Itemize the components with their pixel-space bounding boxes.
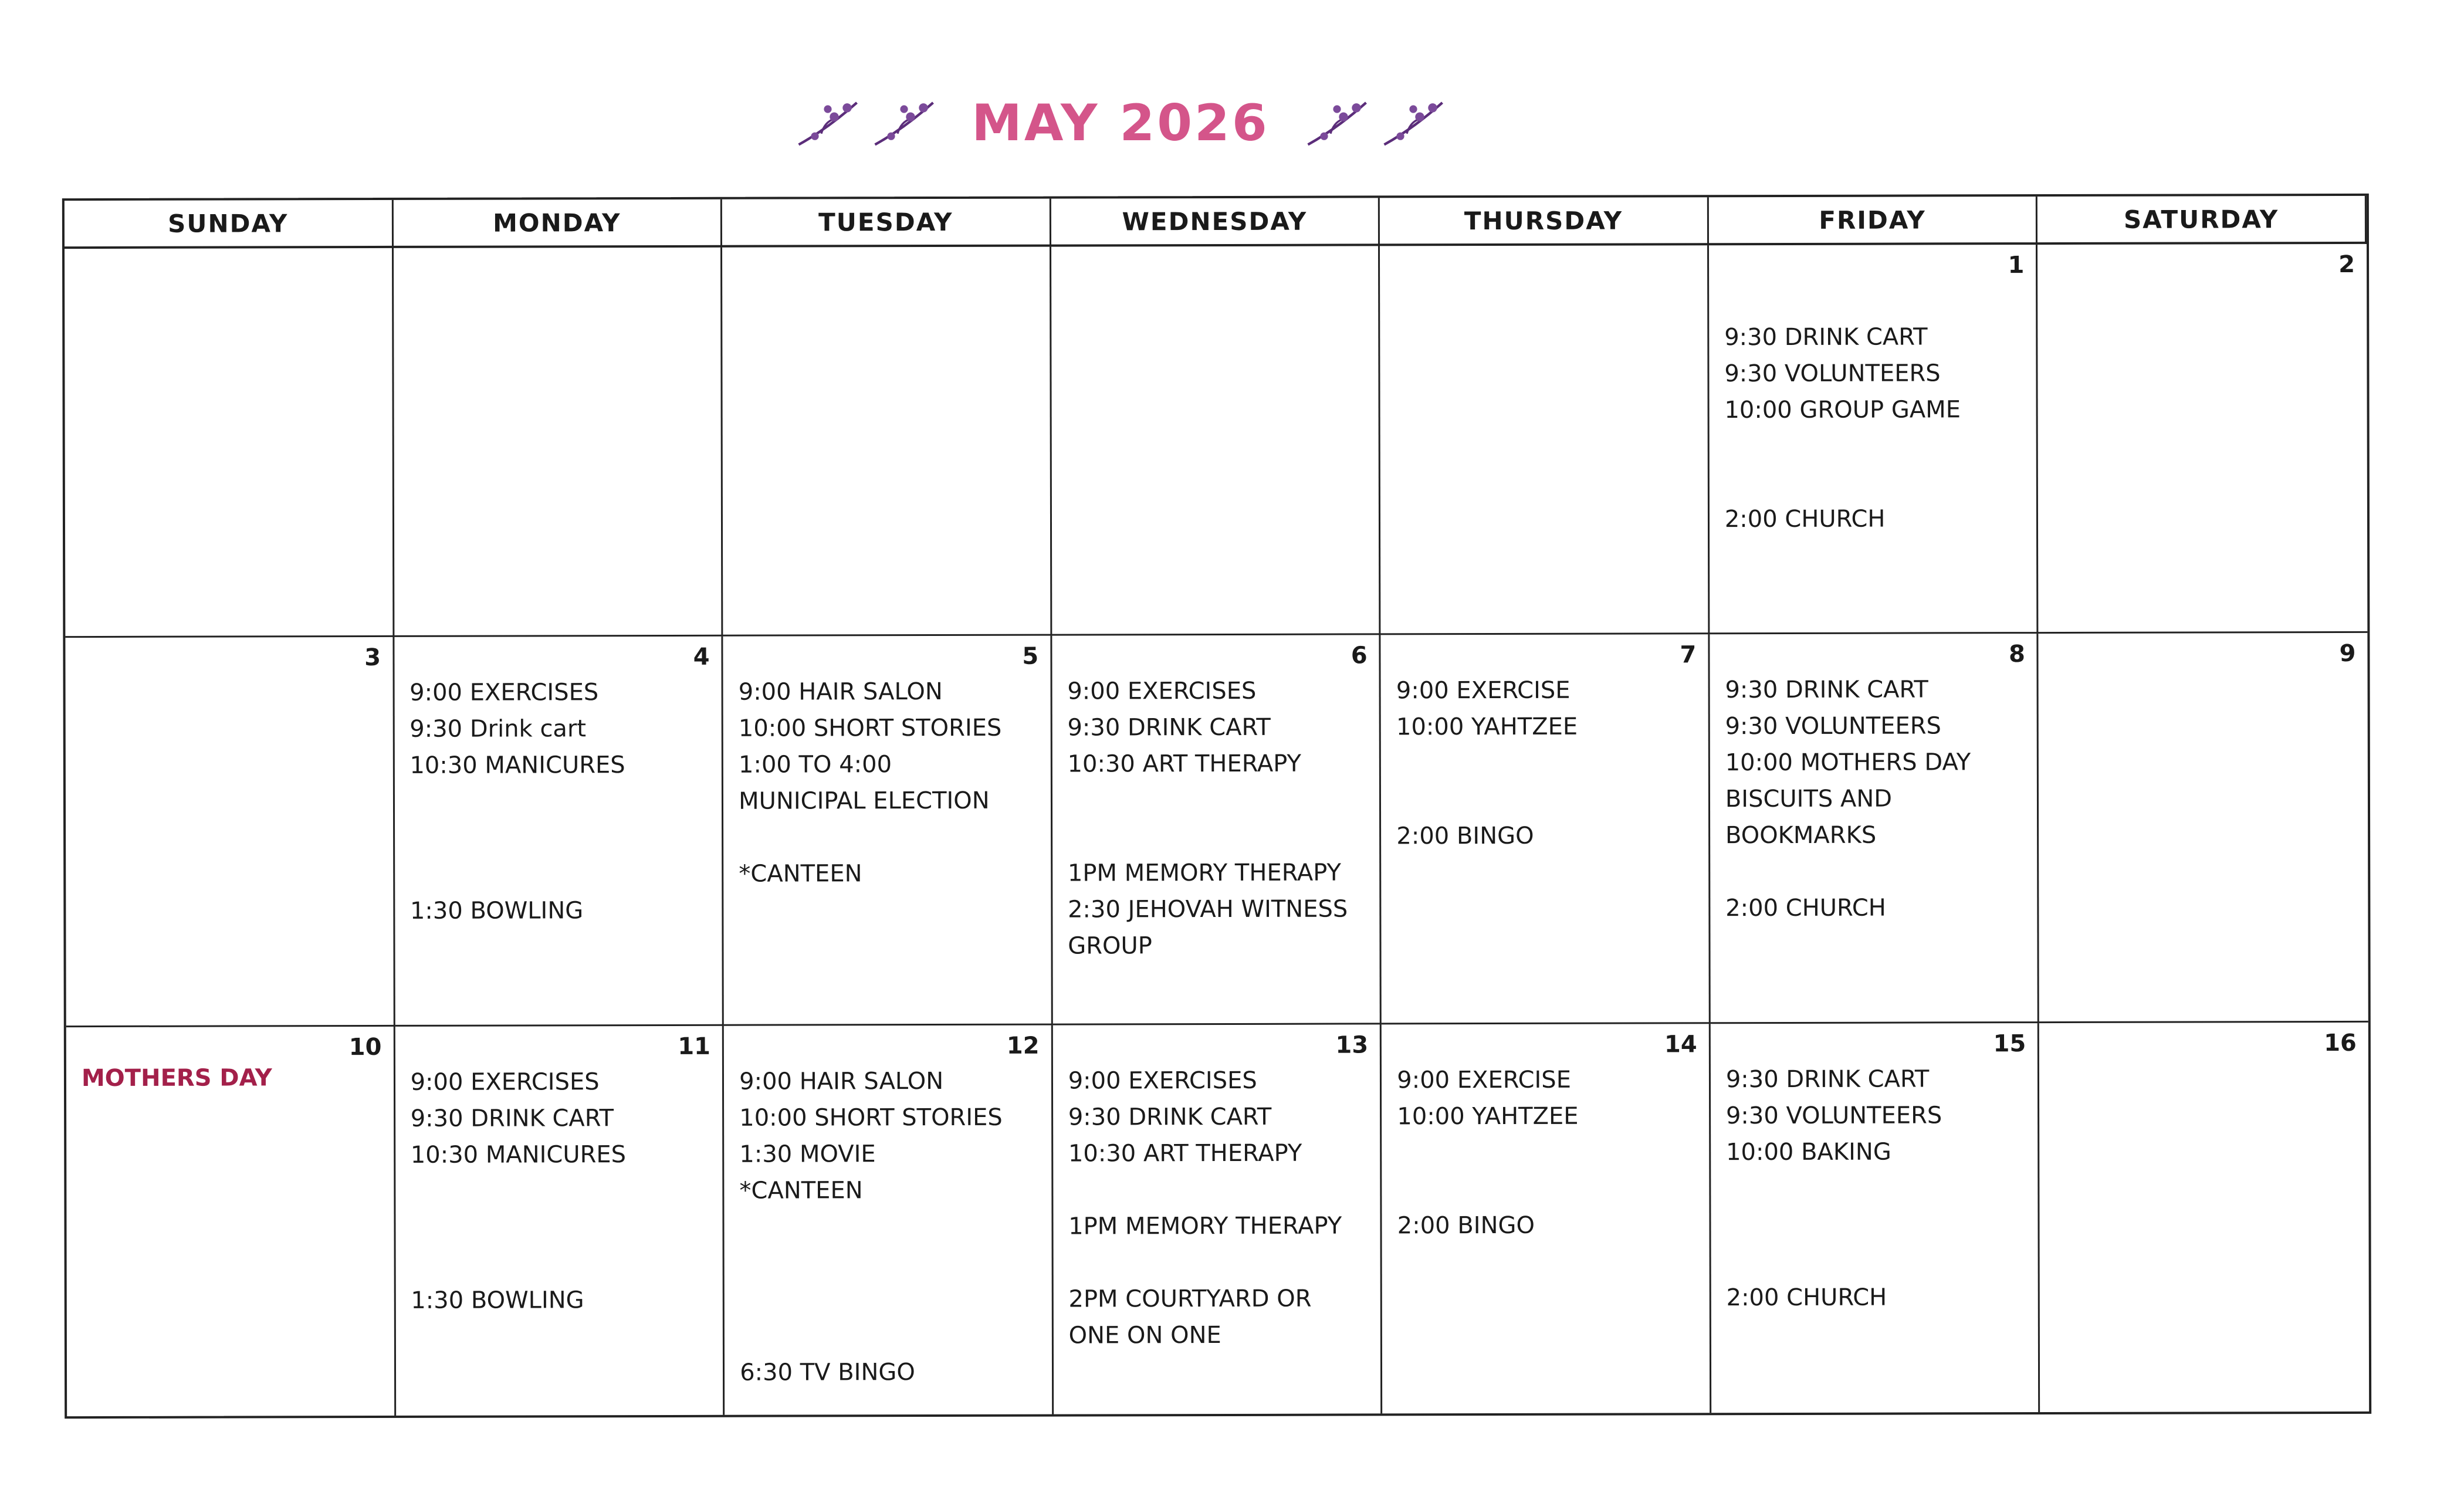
day-number: 9 xyxy=(2339,640,2356,668)
event-item: 1:30 BOWLING xyxy=(409,897,584,925)
event-item: 9:00 EXERCISES xyxy=(1068,1067,1257,1095)
event-item: 1:30 MOVIE xyxy=(739,1140,876,1168)
day-cell xyxy=(1052,635,1382,1025)
event-item xyxy=(740,1281,1040,1318)
event-item xyxy=(1724,282,2025,319)
event-item: GROUP xyxy=(1068,932,1152,960)
event-item: 10:30 ART THERAPY xyxy=(1068,1139,1302,1167)
event-item xyxy=(1397,1134,1697,1171)
day-number: 16 xyxy=(2324,1029,2357,1057)
event-list xyxy=(409,285,709,286)
day-cell xyxy=(65,248,394,638)
event-item: 1:30 BOWLING xyxy=(411,1286,584,1314)
event-item: 10:00 SHORT STORIES xyxy=(738,715,1002,743)
event-item xyxy=(1726,1206,2026,1243)
cherry-blossom-branch-icon xyxy=(796,90,860,157)
day-cell xyxy=(395,1025,725,1416)
day-cell xyxy=(2039,633,2368,1023)
event-item xyxy=(1068,818,1368,855)
event-list xyxy=(409,674,710,929)
event-list xyxy=(410,1063,710,1318)
event-item xyxy=(739,819,1039,856)
month-title: MAY 2026 xyxy=(972,94,1270,153)
event-item: 10:00 MOTHERS DAY xyxy=(1725,749,1971,777)
event-item xyxy=(740,1244,1040,1281)
day-cell xyxy=(722,247,1052,637)
event-list xyxy=(739,1062,1040,1390)
event-item: 2PM COURTYARD OR xyxy=(1068,1285,1312,1313)
event-list xyxy=(739,673,1039,892)
day-cell xyxy=(66,1027,396,1417)
calendar-grid xyxy=(62,194,2371,1419)
event-item: 9:30 Drink cart xyxy=(409,715,587,743)
event-item xyxy=(1724,428,2025,465)
event-list xyxy=(1725,671,2025,926)
day-cell xyxy=(1711,1023,2040,1413)
day-number: 12 xyxy=(1006,1032,1040,1060)
day-number: 7 xyxy=(1680,641,1697,669)
event-item: 10:00 GROUP GAME xyxy=(1724,396,1961,424)
event-item: 2:00 BINGO xyxy=(1397,1211,1535,1240)
event-item: 9:30 DRINK CART xyxy=(1724,323,1928,351)
event-item xyxy=(410,820,710,857)
event-item: 9:00 HAIR SALON xyxy=(738,678,943,706)
event-item: 1PM MEMORY THERAPY xyxy=(1068,1212,1342,1240)
day-cell xyxy=(394,248,723,638)
event-item xyxy=(1068,782,1368,819)
day-cell xyxy=(1381,635,1711,1025)
event-item xyxy=(1068,1244,1369,1281)
day-number: 5 xyxy=(1022,642,1039,671)
calendar-title-bar xyxy=(0,76,2464,170)
day-cell xyxy=(1051,246,1381,636)
day-number: 15 xyxy=(1993,1030,2026,1057)
day-number: 6 xyxy=(1351,642,1368,669)
event-item: 10:30 MANICURES xyxy=(409,752,625,780)
event-item: 9:00 EXERCISES xyxy=(410,1068,600,1096)
event-item xyxy=(410,856,710,893)
day-number: 10 xyxy=(348,1033,382,1061)
event-item: 9:30 DRINK CART xyxy=(1725,676,1928,704)
event-item xyxy=(1725,464,2025,501)
event-item: 9:30 DRINK CART xyxy=(1725,1065,1930,1093)
event-item: 9:00 HAIR SALON xyxy=(739,1067,944,1095)
event-item xyxy=(1396,781,1697,818)
day-cell xyxy=(2037,244,2367,634)
event-item: BOOKMARKS xyxy=(1725,821,1877,849)
day-number: 4 xyxy=(693,644,710,671)
event-item: 2:30 JEHOVAH WITNESS xyxy=(1068,895,1348,923)
event-item: 2:00 CHURCH xyxy=(1724,505,1886,533)
event-item xyxy=(411,1172,711,1209)
day-cell xyxy=(1710,634,2039,1024)
event-item: 9:00 EXERCISE xyxy=(1397,1066,1571,1094)
event-item xyxy=(411,1245,711,1282)
event-item: 1PM MEMORY THERAPY xyxy=(1067,859,1341,887)
event-item xyxy=(1726,1170,2026,1207)
day-cell xyxy=(1052,1024,1382,1414)
event-item xyxy=(1726,1243,2026,1280)
day-number: 1 xyxy=(2008,252,2025,279)
day-cell xyxy=(65,637,395,1027)
event-item: 9:30 DRINK CART xyxy=(410,1104,614,1132)
event-item xyxy=(409,783,710,820)
event-item xyxy=(1397,1170,1698,1207)
cherry-blossom-branch-icon xyxy=(872,90,936,157)
day-cell xyxy=(723,636,1053,1026)
event-item: 2:00 BINGO xyxy=(1396,823,1534,850)
event-item: *CANTEEN xyxy=(739,860,862,888)
right-decoration xyxy=(1305,90,1446,157)
event-item: 9:00 EXERCISES xyxy=(1067,678,1257,705)
event-item: 9:00 EXERCISE xyxy=(1396,677,1571,705)
weekday-header: THURSDAY xyxy=(1380,197,1709,246)
weekday-header: TUESDAY xyxy=(722,199,1051,248)
day-number: 13 xyxy=(1335,1031,1369,1059)
event-item: 2:00 CHURCH xyxy=(1726,1284,1887,1311)
day-cell xyxy=(1382,1024,1711,1414)
cherry-blossom-branch-icon xyxy=(1305,90,1369,157)
event-list xyxy=(1067,283,1367,284)
day-number: 14 xyxy=(1664,1030,1697,1058)
day-number: 3 xyxy=(364,644,381,672)
event-item xyxy=(1396,745,1697,782)
weekday-header: SUNDAY xyxy=(65,200,394,249)
day-cell xyxy=(394,637,724,1027)
day-number: 8 xyxy=(2008,641,2025,668)
event-item: 9:30 VOLUNTEERS xyxy=(1724,360,1941,388)
event-item: 10:00 BAKING xyxy=(1726,1138,1891,1166)
event-item: ONE ON ONE xyxy=(1068,1321,1221,1349)
event-item: 6:30 TV BINGO xyxy=(740,1358,915,1386)
event-item: 9:30 DRINK CART xyxy=(1068,1103,1272,1131)
weekday-header: MONDAY xyxy=(393,199,722,248)
event-list xyxy=(1726,1061,2026,1316)
event-item: 2:00 CHURCH xyxy=(1725,894,1886,922)
day-cell xyxy=(1709,245,2039,635)
event-item: 9:30 VOLUNTEERS xyxy=(1725,1102,1942,1129)
weekday-header: WEDNESDAY xyxy=(1051,198,1380,246)
event-item: 10:30 MANICURES xyxy=(410,1140,627,1169)
event-item: 10:00 SHORT STORIES xyxy=(739,1104,1003,1132)
event-item: 9:30 VOLUNTEERS xyxy=(1725,712,1941,740)
weekday-header: FRIDAY xyxy=(1709,197,2038,245)
event-list xyxy=(1068,1062,1369,1353)
event-item xyxy=(740,1208,1040,1245)
event-item xyxy=(740,1317,1040,1354)
event-item: 10:30 ART THERAPY xyxy=(1067,750,1301,778)
event-list xyxy=(1397,1061,1697,1244)
weekday-header: SATURDAY xyxy=(2037,196,2367,245)
left-decoration xyxy=(796,90,936,157)
event-item: BISCUITS AND xyxy=(1725,785,1893,813)
day-cell xyxy=(724,1025,1054,1415)
event-item: *CANTEEN xyxy=(739,1176,863,1204)
cherry-blossom-branch-icon xyxy=(1381,90,1446,157)
event-list xyxy=(1724,282,2025,537)
event-item: MUNICIPAL ELECTION xyxy=(739,787,990,815)
day-cell xyxy=(1380,245,1710,635)
event-list xyxy=(1067,673,1368,964)
event-item xyxy=(411,1209,711,1245)
day-number: 2 xyxy=(2338,251,2355,278)
holiday-label: MOTHERS DAY xyxy=(81,1064,272,1092)
event-item xyxy=(1725,853,2026,890)
day-number: 11 xyxy=(678,1033,711,1060)
event-item xyxy=(1068,1171,1369,1208)
event-item: 1:00 TO 4:00 xyxy=(738,751,892,779)
day-cell xyxy=(2039,1023,2369,1413)
event-item: 9:30 DRINK CART xyxy=(1067,714,1271,742)
event-item: 9:00 EXERCISES xyxy=(409,679,599,707)
event-item: 10:00 YAHTZEE xyxy=(1397,1102,1579,1131)
event-item: 10:00 YAHTZEE xyxy=(1396,713,1578,741)
event-list xyxy=(2055,1060,2357,1061)
event-list xyxy=(1396,672,1697,855)
